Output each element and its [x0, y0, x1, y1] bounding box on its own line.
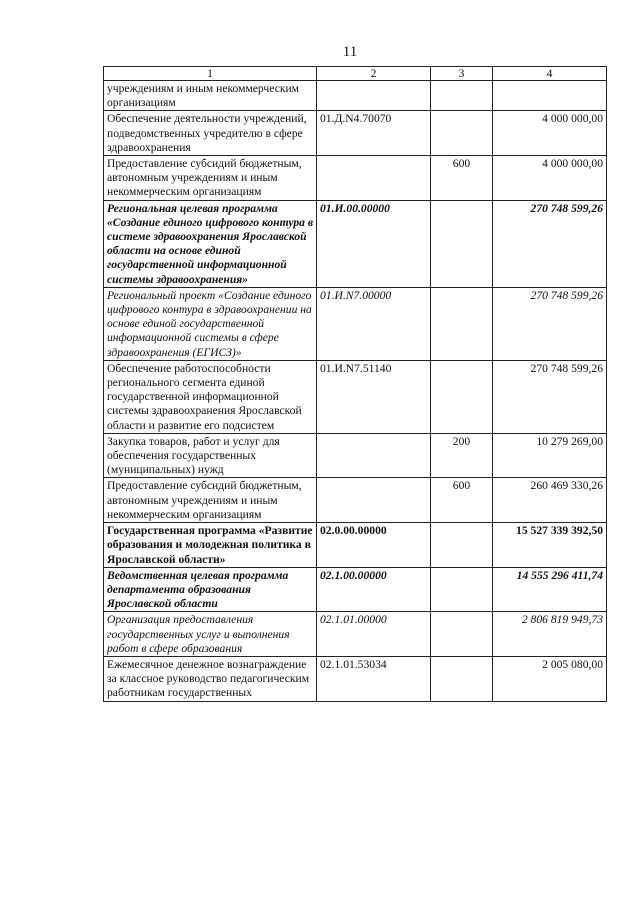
table-body: [104, 81, 607, 702]
row-amount-cell: 2 005 080,00: [493, 656, 607, 701]
row-amount-cell: 2 806 819 949,73: [493, 612, 607, 657]
row-code-cell: [317, 478, 431, 523]
row-name-cell: Закупка товаров, работ и услуг для обеспечения государственных (муниципальных) нужд: [104, 433, 317, 478]
column-header-2: 2: [317, 67, 431, 81]
row-code-cell: 01.И.N7.51140: [317, 360, 431, 433]
column-header-3: 3: [431, 67, 493, 81]
row-name-cell: Ежемесячное денежное вознаграждение за классное руководство педагогическим работникам государственных: [104, 656, 317, 701]
table-row: [104, 156, 607, 201]
row-code-cell: 02.1.01.00000: [317, 612, 431, 657]
row-name-cell: Предоставление субсидий бюджетным, автономным учреждениям и иным некоммерческим организациям: [104, 156, 317, 201]
row-code-cell: 01.И.00.00000: [317, 200, 431, 287]
row-type-cell: 200: [431, 433, 493, 478]
row-amount-cell: 270 748 599,26: [493, 287, 607, 360]
row-code-cell: 01.Д.N4.70070: [317, 111, 431, 156]
row-type-cell: [431, 656, 493, 701]
row-type-cell: [431, 81, 493, 111]
row-code-cell: 02.0.00.00000: [317, 523, 431, 568]
table-row: [104, 200, 607, 287]
row-code-cell: 01.И.N7.00000: [317, 287, 431, 360]
budget-table: [103, 66, 607, 702]
row-type-cell: [431, 111, 493, 156]
row-amount-cell: 14 555 296 411,74: [493, 567, 607, 612]
row-name-cell: Региональная целевая программа «Создание единого цифрового контура в системе здравоохранения Ярославской области на основе единой государственной информационной системы здравоохранения»: [104, 200, 317, 287]
row-name-cell: Обеспечение деятельности учреждений, подведомственных учредителю в сфере здравоохранения: [104, 111, 317, 156]
row-amount-cell: [493, 81, 607, 111]
row-amount-cell: 260 469 330,26: [493, 478, 607, 523]
table-row: [104, 81, 607, 111]
row-name-cell: Региональный проект «Создание единого цифрового контура в здравоохранении на основе единой государственной информационной системы в сфере здравоохранения (ЕГИСЗ)»: [104, 287, 317, 360]
row-amount-cell: 270 748 599,26: [493, 360, 607, 433]
row-name-cell: Государственная программа «Развитие образования и молодежная политика в Ярославской области»: [104, 523, 317, 568]
row-type-cell: 600: [431, 156, 493, 201]
table-row: [104, 287, 607, 360]
row-name-cell: Ведомственная целевая программа департамента образования Ярославской области: [104, 567, 317, 612]
table-row: [104, 433, 607, 478]
row-name-cell: Обеспечение работоспособности регионального сегмента единой государственной информационной системы здравоохранения Ярославской области и развитие его подсистем: [104, 360, 317, 433]
table-row: [104, 523, 607, 568]
column-header-4: 4: [493, 67, 607, 81]
row-name-cell: Предоставление субсидий бюджетным, автономным учреждениям и иным некоммерческим организациям: [104, 478, 317, 523]
row-type-cell: [431, 567, 493, 612]
row-amount-cell: 4 000 000,00: [493, 156, 607, 201]
table-row: [104, 360, 607, 433]
column-header-1: 1: [104, 67, 317, 81]
row-name-cell: Организация предоставления государственных услуг и выполнения работ в сфере образования: [104, 612, 317, 657]
row-amount-cell: 15 527 339 392,50: [493, 523, 607, 568]
page-number: 11: [342, 44, 358, 60]
row-name-cell: учреждениям и иным некоммерческим организациям: [104, 81, 317, 111]
row-code-cell: [317, 433, 431, 478]
row-code-cell: 02.1.00.00000: [317, 567, 431, 612]
row-amount-cell: 270 748 599,26: [493, 200, 607, 287]
row-code-cell: [317, 81, 431, 111]
table-row: [104, 612, 607, 657]
table-row: [104, 656, 607, 701]
table-row: [104, 478, 607, 523]
row-type-cell: [431, 360, 493, 433]
row-type-cell: [431, 523, 493, 568]
row-type-cell: [431, 287, 493, 360]
row-code-cell: 02.1.01.53034: [317, 656, 431, 701]
table-row: [104, 111, 607, 156]
row-type-cell: [431, 612, 493, 657]
row-type-cell: [431, 200, 493, 287]
row-type-cell: 600: [431, 478, 493, 523]
row-amount-cell: 10 279 269,00: [493, 433, 607, 478]
row-amount-cell: 4 000 000,00: [493, 111, 607, 156]
table-row: [104, 567, 607, 612]
row-code-cell: [317, 156, 431, 201]
table-header: [104, 67, 607, 81]
